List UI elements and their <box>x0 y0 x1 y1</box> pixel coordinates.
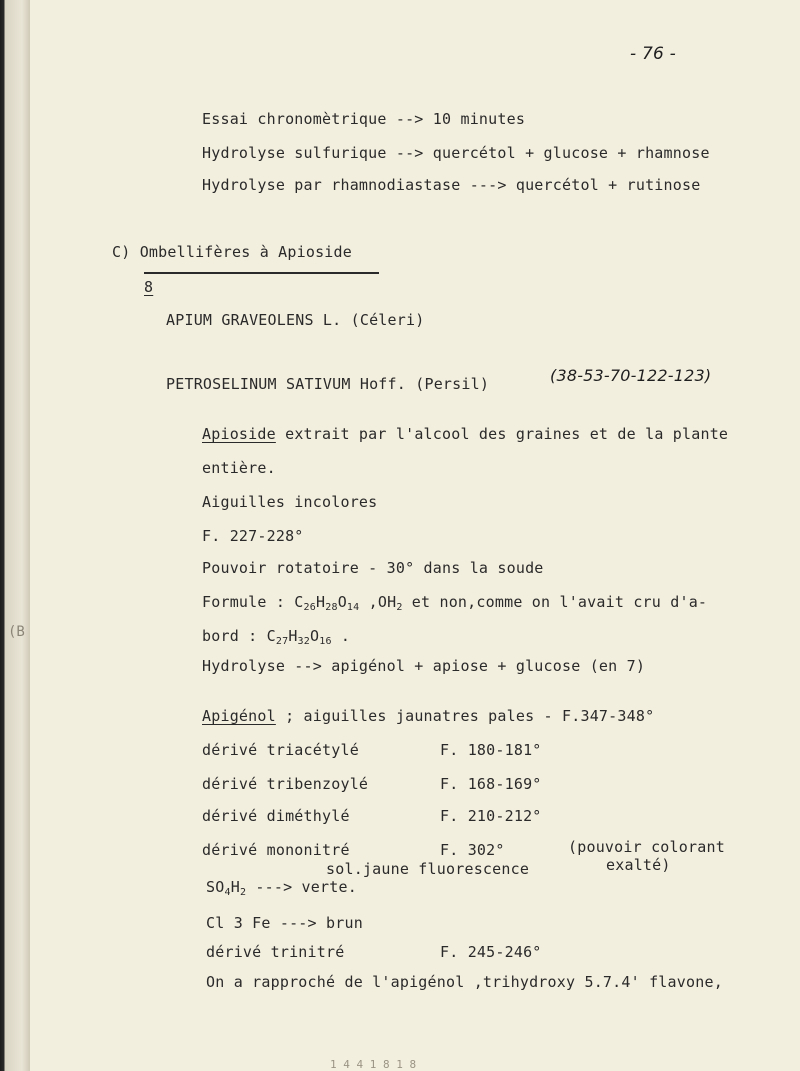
reference-numbers: (38-53-70-122-123) <box>550 366 712 385</box>
margin-mark: (B <box>8 624 25 640</box>
page-number: - 76 - <box>630 44 676 64</box>
line-hydrolyse-apioside: Hydrolyse --> apigénol + apiose + glucose (en 7) <box>202 657 646 675</box>
footer-mark: 1 4 4 1 8 1 8 <box>330 1058 417 1071</box>
line-hydrolyse-rhamnodiastase: Hydrolyse par rhamnodiastase ---> quercétol + rutinose <box>202 176 701 194</box>
section-heading: C) Ombellifères à Apioside <box>112 243 352 261</box>
line-essai: Essai chronomètrique --> 10 minutes <box>202 110 526 128</box>
formule-tail: et non,comme on l'avait cru d'a- <box>402 593 708 611</box>
line-conclusion: On a rapproché de l'apigénol ,trihydroxy 5.7.4' flavone, <box>206 973 723 991</box>
derivative-value: F. 180-181° <box>440 741 542 759</box>
so4-lead: SO <box>206 878 225 896</box>
line-apigenol <box>202 707 654 725</box>
line-aiguilles: Aiguilles incolores <box>202 493 378 511</box>
derivative-name: dérivé trinitré <box>206 943 345 961</box>
derivative-name: dérivé mononitré <box>202 841 350 859</box>
line-hydrolyse-sulfurique: Hydrolyse sulfurique --> quercétol + glucose + rhamnose <box>202 144 710 162</box>
document-page <box>30 0 800 1071</box>
line-apioside <box>202 425 728 443</box>
derivative-name: dérivé diméthylé <box>202 807 350 825</box>
mononitre-note-2: exalté) <box>606 856 671 874</box>
section-number: 8 <box>144 278 154 296</box>
derivative-value: F. 302° <box>440 841 505 859</box>
line-fusion: F. 227-228° <box>202 527 304 545</box>
formule-lead: Formule : C <box>202 593 304 611</box>
book-binding <box>0 0 30 1071</box>
bord-lead: bord : C <box>202 627 276 645</box>
line-bord: bord : $C_{27}H_{32}O_{16}$ . <box>202 627 351 647</box>
line-so4h2: $SO_4H_2$ ---> verte. <box>206 878 357 898</box>
derivative-name: dérivé triacétylé <box>202 741 359 759</box>
line-formule: Formule : $C_{26}H_{28}O_{14}$ $,OH_2$ et non,comme on l'avait cru d'a- <box>202 593 708 613</box>
so4-tail: ---> verte. <box>246 878 357 896</box>
derivative-name: dérivé tribenzoylé <box>202 775 369 793</box>
apioside-description: extrait par l'alcool des graines et de la plante <box>275 425 729 443</box>
line-pouvoir-rotatoire: Pouvoir rotatoire - 30° dans la soude <box>202 559 544 577</box>
derivative-value: F. 210-212° <box>440 807 542 825</box>
apigenol-description: ; aiguilles jaunatres pales - F.347-348° <box>275 707 655 725</box>
heading-rule <box>144 272 379 274</box>
species-petroselinum: PETROSELINUM SATIVUM Hoff. (Persil) <box>166 375 490 393</box>
derivative-value: F. 245-246° <box>440 943 542 961</box>
derivative-value: F. 168-169° <box>440 775 542 793</box>
mononitre-note: (pouvoir colorant <box>568 838 725 856</box>
apigenol-term: Apigénol <box>202 707 276 725</box>
species-apium: APIUM GRAVEOLENS L. (Céleri) <box>166 311 425 329</box>
line-entiere: entière. <box>202 459 276 477</box>
apioside-term: Apioside <box>202 425 276 443</box>
line-cl3fe: Cl 3 Fe ---> brun <box>206 914 363 932</box>
fluorescence-note: sol.jaune fluorescence <box>326 860 530 878</box>
